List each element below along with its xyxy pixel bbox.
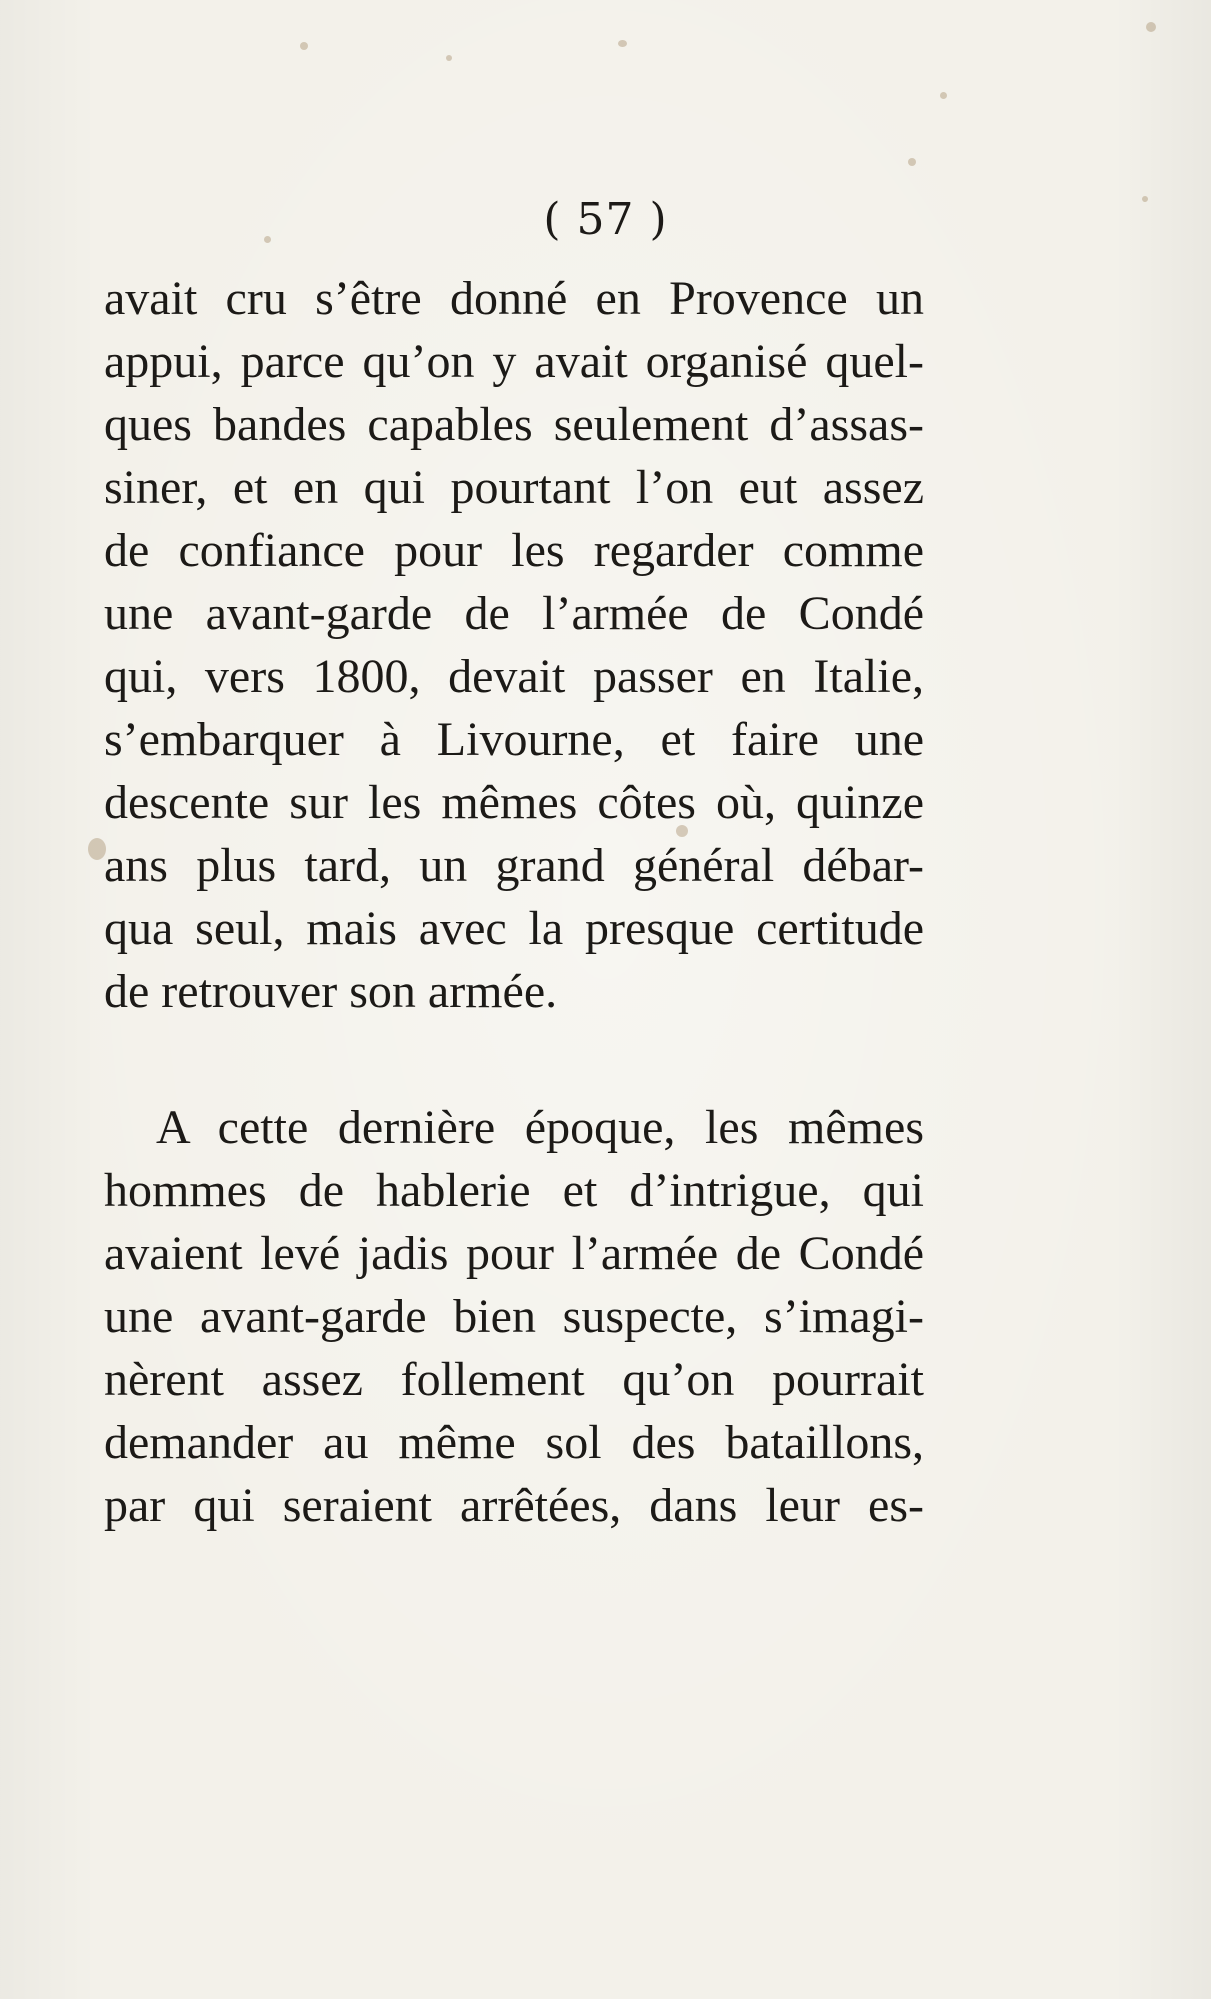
text-line: une avant-garde bien suspecte, s’imagi- xyxy=(104,1290,924,1343)
text-line: qua seul, mais avec la presque certitude xyxy=(104,902,924,955)
text-line: ques bandes capables seulement d’assas- xyxy=(104,398,924,451)
foxing-spot xyxy=(940,92,947,99)
foxing-spot xyxy=(908,158,916,166)
text-line: demander au même sol des bataillons, xyxy=(104,1416,924,1469)
foxing-spot xyxy=(446,55,452,61)
text-line: s’embarquer à Livourne, et faire une xyxy=(104,713,924,766)
text-line: de confiance pour les regarder comme xyxy=(104,524,924,577)
text-line: ans plus tard, un grand général débar- xyxy=(104,839,924,892)
text-line: siner, et en qui pourtant l’on eut assez xyxy=(104,461,924,514)
text-line: nèrent assez follement qu’on pourrait xyxy=(104,1353,924,1406)
text-line: qui, vers 1800, devait passer en Italie, xyxy=(104,650,924,703)
page-number: ( 57 ) xyxy=(543,194,668,245)
text-line: avait cru s’être donné en Provence un xyxy=(104,272,924,325)
text-line: hommes de hablerie et d’intrigue, qui xyxy=(104,1164,924,1217)
text-line: A cette dernière époque, les mêmes xyxy=(156,1101,924,1154)
text-line: par qui seraient arrêtées, dans leur es- xyxy=(104,1479,924,1532)
paragraph-2 xyxy=(104,1096,924,1537)
foxing-spot xyxy=(618,40,627,47)
foxing-spot xyxy=(1146,22,1156,32)
text-line: de retrouver son armée. xyxy=(104,965,558,1018)
paragraph-1 xyxy=(104,267,924,1023)
text-line: avaient levé jadis pour l’armée de Condé xyxy=(104,1227,924,1280)
text-line: descente sur les mêmes côtes où, quinze xyxy=(104,776,924,829)
text-line: une avant-garde de l’armée de Condé xyxy=(104,587,924,640)
text-line: appui, parce qu’on y avait organisé quel- xyxy=(104,335,924,388)
foxing-spot xyxy=(300,42,308,50)
